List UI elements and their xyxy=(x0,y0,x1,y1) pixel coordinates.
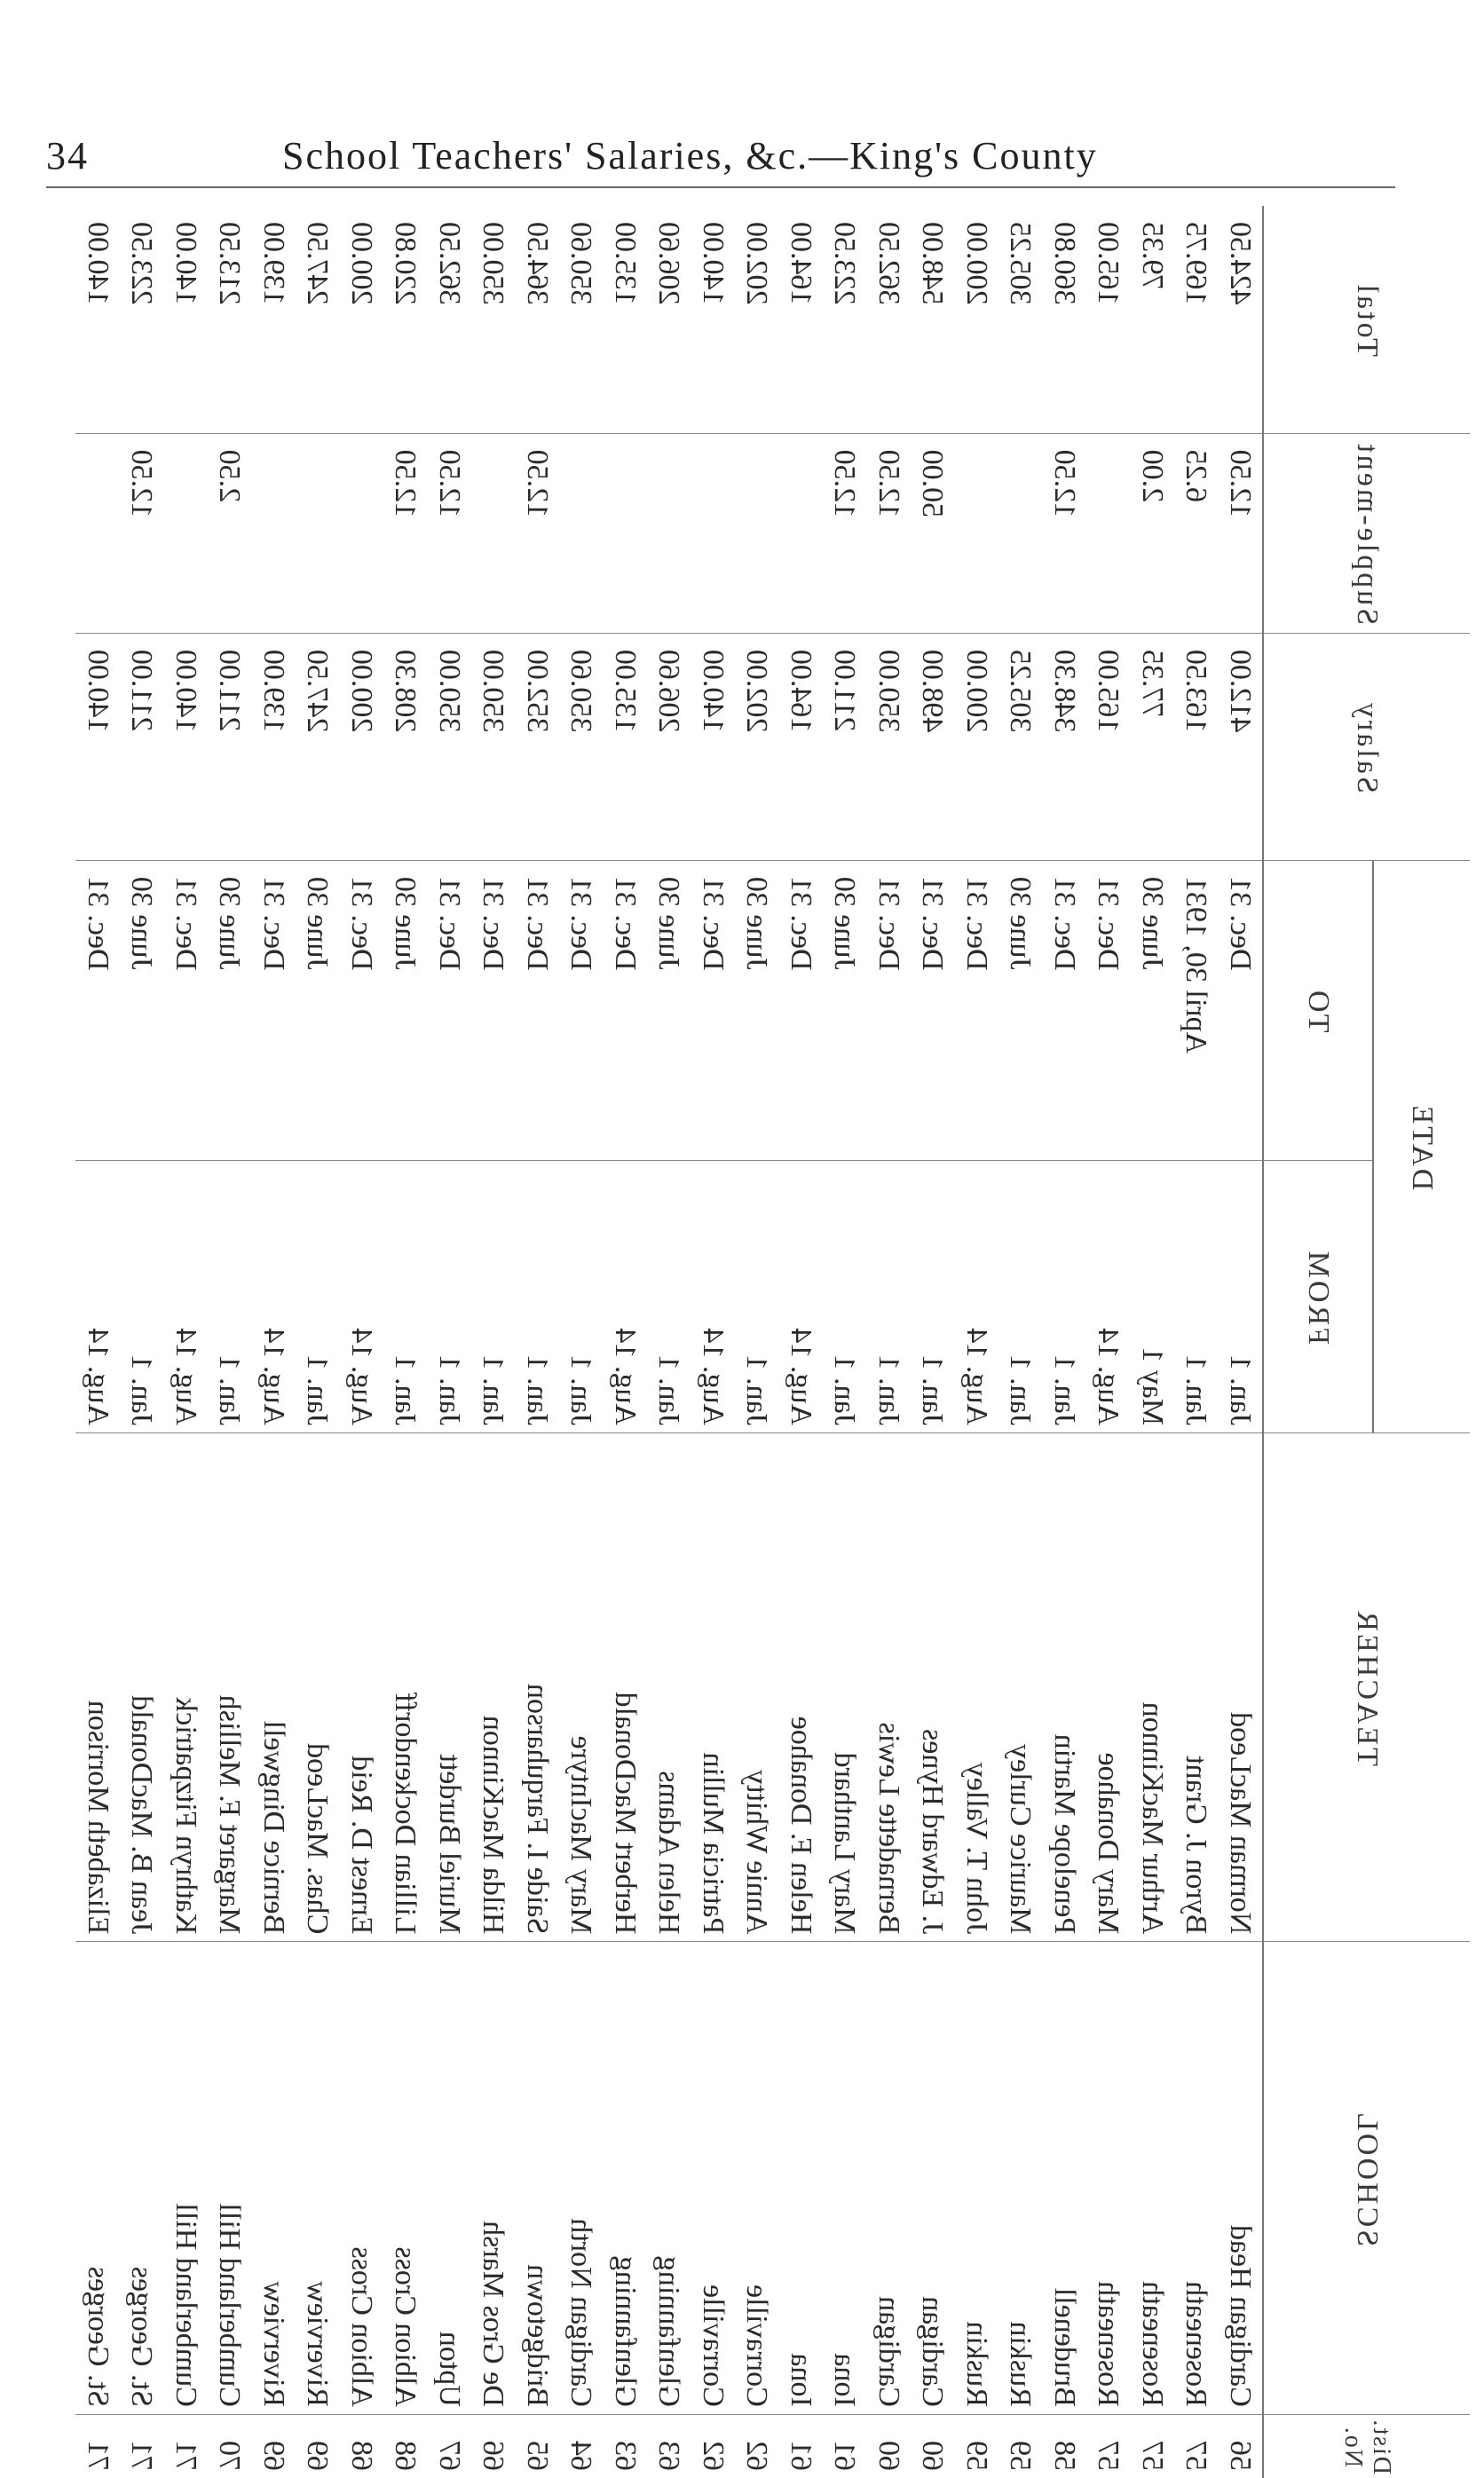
cell-dist: 68 xyxy=(383,2414,428,2478)
cell-dist: 59 xyxy=(999,2414,1043,2478)
cell-teacher: Maurice Curley xyxy=(999,1432,1043,1941)
cell-from: Jan. 1 xyxy=(823,1160,867,1432)
cell-school: Cardigan North xyxy=(559,1942,604,2414)
table-row xyxy=(823,206,867,2478)
cell-to: Dec. 31 xyxy=(779,860,824,1160)
cell-from: Jan. 1 xyxy=(867,1160,912,1432)
cell-teacher: Herbert MacDonald xyxy=(604,1432,648,1941)
cell-school: Riverview xyxy=(252,1942,296,2414)
cell-total: 424.50 xyxy=(1224,222,1257,305)
cell-from: Jan. 1 xyxy=(999,1160,1043,1432)
cell-supplement: 12.50 xyxy=(1043,433,1087,633)
cell-school: Corraville xyxy=(691,1942,736,2414)
cell-school: Ruskin xyxy=(955,1942,999,2414)
cell-from: Aug. 14 xyxy=(604,1160,648,1432)
cell-dist: 66 xyxy=(471,2414,516,2478)
column-header-salary: Salary xyxy=(1263,633,1470,860)
column-header-supplement: Supple-ment xyxy=(1263,433,1470,633)
table-inner xyxy=(82,206,1470,2478)
page-number: 34 xyxy=(46,134,89,178)
table-row xyxy=(1086,206,1131,2478)
cell-from: Jan. 1 xyxy=(428,1160,472,1432)
cell-dist: 71 xyxy=(164,2414,209,2478)
cell-from: Jan. 1 xyxy=(1043,1160,1087,1432)
cell-teacher: Lillian Dockendorff xyxy=(383,1432,428,1941)
cell-school: Albion Cross xyxy=(340,1942,384,2414)
cell-teacher: Muriel Burdett xyxy=(428,1432,472,1941)
cell-teacher: John T. Valley xyxy=(955,1432,999,1941)
cell-to: June 30 xyxy=(120,860,164,1160)
table-row xyxy=(1043,206,1087,2478)
cell-to: Dec. 31 xyxy=(867,860,912,1160)
column-header-teacher: TEACHER xyxy=(1263,1432,1470,1941)
cell-dist: 71 xyxy=(120,2414,164,2478)
cell-school: Brudenell xyxy=(1043,1942,1087,2414)
cell-dist: 57 xyxy=(1086,2414,1131,2478)
cell-total: 362.50 xyxy=(433,222,466,305)
cell-from: Jan. 1 xyxy=(296,1160,340,1432)
cell-salary: 247.50 xyxy=(296,633,340,860)
cell-teacher: Mary MacIntyre xyxy=(559,1432,604,1941)
cell-dist: 56 xyxy=(1219,2414,1264,2478)
cell-to: Dec. 31 xyxy=(691,860,736,1160)
cell-dist: 63 xyxy=(604,2414,648,2478)
cell-total: 140.00 xyxy=(170,222,202,305)
cell-salary: 163.50 xyxy=(1174,633,1219,860)
cell-from: Jan. 1 xyxy=(735,1160,779,1432)
cell-salary: 135.00 xyxy=(604,633,648,860)
cell-salary: 350.00 xyxy=(428,633,472,860)
cell-to: Dec. 31 xyxy=(604,860,648,1160)
cell-to: June 30 xyxy=(647,860,691,1160)
cell-teacher: Annie Whitty xyxy=(735,1432,779,1941)
cell-supplement xyxy=(647,433,691,633)
table-row xyxy=(604,206,648,2478)
cell-to: June 30 xyxy=(735,860,779,1160)
cell-from: Aug. 14 xyxy=(340,1160,384,1432)
table-body xyxy=(76,206,1264,2478)
cell-dist: 65 xyxy=(516,2414,560,2478)
cell-teacher: Bernice Dingwell xyxy=(252,1432,296,1941)
table-row xyxy=(779,206,824,2478)
cell-salary: 139.00 xyxy=(252,633,296,860)
cell-school: Upton xyxy=(428,1942,472,2414)
cell-from: Aug. 14 xyxy=(164,1160,209,1432)
table-row xyxy=(296,206,340,2478)
cell-supplement xyxy=(604,433,648,633)
cell-teacher: Kathryn Fitzpatrick xyxy=(164,1432,209,1941)
cell-dist: 67 xyxy=(428,2414,472,2478)
cell-teacher: Mary Donahoe xyxy=(1086,1432,1131,1941)
cell-dist: 64 xyxy=(559,2414,604,2478)
cell-total: 247.50 xyxy=(301,222,335,305)
table-row xyxy=(867,206,912,2478)
cell-total: 140.00 xyxy=(697,222,730,305)
cell-supplement: 12.50 xyxy=(120,433,164,633)
table-row xyxy=(471,206,516,2478)
cell-total: 169.75 xyxy=(1180,222,1213,305)
cell-total: 213.50 xyxy=(213,222,247,305)
cell-supplement xyxy=(340,433,384,633)
cell-dist: 62 xyxy=(735,2414,779,2478)
cell-teacher: Norman MacLeod xyxy=(1219,1432,1264,1941)
cell-salary: 352.00 xyxy=(516,633,560,860)
cell-school: St. Georges xyxy=(120,1942,164,2414)
cell-salary: 211.00 xyxy=(120,633,164,860)
cell-from: Aug. 14 xyxy=(1086,1160,1131,1432)
cell-to: April 30, 1931 xyxy=(1174,860,1219,1160)
cell-from: Aug. 14 xyxy=(252,1160,296,1432)
cell-school: Corraville xyxy=(735,1942,779,2414)
cell-from: Aug. 14 xyxy=(779,1160,824,1432)
table-row xyxy=(1219,206,1264,2478)
cell-school: Iona xyxy=(823,1942,867,2414)
cell-total: 164.00 xyxy=(785,222,817,305)
cell-from: Aug. 14 xyxy=(955,1160,999,1432)
cell-total: 202.00 xyxy=(740,222,774,305)
cell-to: Dec. 31 xyxy=(340,860,384,1160)
cell-dist: 61 xyxy=(823,2414,867,2478)
cell-salary: 348.30 xyxy=(1043,633,1087,860)
table-row xyxy=(1131,206,1175,2478)
cell-school: Cardigan xyxy=(911,1942,955,2414)
cell-dist: 60 xyxy=(867,2414,912,2478)
cell-supplement xyxy=(735,433,779,633)
cell-salary: 200.00 xyxy=(340,633,384,860)
cell-from: Aug. 14 xyxy=(76,1160,121,1432)
cell-school: St. Georges xyxy=(76,1942,121,2414)
cell-teacher: Penelope Martin xyxy=(1043,1432,1087,1941)
cell-salary: 202.00 xyxy=(735,633,779,860)
cell-school: Iona xyxy=(779,1942,824,2414)
cell-salary: 206.60 xyxy=(647,633,691,860)
cell-total: 360.80 xyxy=(1048,222,1081,305)
cell-supplement: 6.25 xyxy=(1174,433,1219,633)
cell-teacher: Mary Lanthard xyxy=(823,1432,867,1941)
cell-dist: 70 xyxy=(208,2414,252,2478)
cell-salary: 350.00 xyxy=(471,633,516,860)
cell-total: 350.60 xyxy=(564,222,598,305)
cell-salary: 412.00 xyxy=(1219,633,1264,860)
table-row xyxy=(208,206,252,2478)
cell-school: Ruskin xyxy=(999,1942,1043,2414)
cell-to: June 30 xyxy=(296,860,340,1160)
cell-school: De Gros Marsh xyxy=(471,1942,516,2414)
cell-total: 548.00 xyxy=(916,222,950,305)
cell-salary: 140.00 xyxy=(76,633,121,860)
cell-dist: 63 xyxy=(647,2414,691,2478)
cell-school: Cumberland Hill xyxy=(164,1942,209,2414)
table-row xyxy=(428,206,472,2478)
cell-dist: 60 xyxy=(911,2414,955,2478)
cell-school: Albion Cross xyxy=(383,1942,428,2414)
cell-supplement: 50.00 xyxy=(911,433,955,633)
cell-school: Roseneath xyxy=(1086,1942,1131,2414)
cell-total: 165.00 xyxy=(1092,222,1125,305)
cell-supplement xyxy=(471,433,516,633)
cell-total: 200.00 xyxy=(345,222,378,305)
cell-to: Dec. 31 xyxy=(559,860,604,1160)
cell-teacher: Bernadette Lewis xyxy=(867,1432,912,1941)
cell-dist: 58 xyxy=(1043,2414,1087,2478)
cell-from: Jan. 1 xyxy=(1174,1160,1219,1432)
cell-to: June 30 xyxy=(999,860,1043,1160)
table-row xyxy=(559,206,604,2478)
cell-salary: 165.00 xyxy=(1086,633,1131,860)
cell-school: Roseneath xyxy=(1174,1942,1219,2414)
cell-total: 362.50 xyxy=(872,222,905,305)
cell-school: Roseneath xyxy=(1131,1942,1175,2414)
table-row xyxy=(252,206,296,2478)
cell-dist: 69 xyxy=(296,2414,340,2478)
cell-salary: 140.00 xyxy=(164,633,209,860)
table-row xyxy=(120,206,164,2478)
cell-supplement: 12.50 xyxy=(516,433,560,633)
cell-dist: 59 xyxy=(955,2414,999,2478)
cell-teacher: Margaret F. Mellish xyxy=(208,1432,252,1941)
cell-teacher: Elizabeth Morrison xyxy=(76,1432,121,1941)
table-row xyxy=(340,206,384,2478)
cell-supplement: 12.50 xyxy=(1219,433,1264,633)
cell-teacher: Saide I. Farquharson xyxy=(516,1432,560,1941)
table-row xyxy=(383,206,428,2478)
cell-dist: 69 xyxy=(252,2414,296,2478)
cell-total: 364.50 xyxy=(521,222,554,305)
cell-from: Jan. 1 xyxy=(120,1160,164,1432)
cell-from: Jan. 1 xyxy=(471,1160,516,1432)
cell-to: Dec. 31 xyxy=(1219,860,1264,1160)
cell-total: 140.00 xyxy=(82,222,114,305)
cell-school: Cumberland Hill xyxy=(208,1942,252,2414)
cell-teacher: Patricia Mullin xyxy=(691,1432,736,1941)
table-row xyxy=(911,206,955,2478)
cell-salary: 498.00 xyxy=(911,633,955,860)
cell-school: Glenfanning xyxy=(604,1942,648,2414)
cell-total: 350.00 xyxy=(477,222,510,305)
cell-from: May 1 xyxy=(1131,1160,1175,1432)
cell-supplement: 12.50 xyxy=(383,433,428,633)
rotated-table-container xyxy=(82,206,1470,2478)
column-header-from: FROM xyxy=(1263,1160,1373,1432)
table-row xyxy=(164,206,209,2478)
cell-dist: 68 xyxy=(340,2414,384,2478)
cell-total: 305.25 xyxy=(1004,222,1038,305)
cell-salary: 211.00 xyxy=(208,633,252,860)
table-row xyxy=(735,206,779,2478)
cell-from: Jan. 1 xyxy=(647,1160,691,1432)
cell-from: Jan. 1 xyxy=(383,1160,428,1432)
cell-from: Jan. 1 xyxy=(208,1160,252,1432)
cell-supplement xyxy=(999,433,1043,633)
cell-teacher: J. Edward Hynes xyxy=(911,1432,955,1941)
header-rule xyxy=(46,186,1395,188)
cell-total: 223.50 xyxy=(828,222,862,305)
column-header-date: DATE xyxy=(1373,860,1470,1432)
cell-supplement: 12.50 xyxy=(867,433,912,633)
cell-total: 135.00 xyxy=(609,222,642,305)
cell-teacher: Arthur MacKinnon xyxy=(1131,1432,1175,1941)
cell-supplement: 2.50 xyxy=(208,433,252,633)
cell-supplement xyxy=(164,433,209,633)
cell-supplement xyxy=(691,433,736,633)
column-header-total: Total xyxy=(1263,206,1470,433)
cell-from: Jan. 1 xyxy=(911,1160,955,1432)
cell-school: Bridgetown xyxy=(516,1942,560,2414)
cell-to: June 30 xyxy=(383,860,428,1160)
table-row xyxy=(999,206,1043,2478)
cell-supplement xyxy=(779,433,824,633)
column-header-to: TO xyxy=(1263,860,1373,1160)
cell-total: 200.00 xyxy=(960,222,993,305)
cell-supplement xyxy=(559,433,604,633)
cell-school: Cardigan Head xyxy=(1219,1942,1264,2414)
cell-salary: 77.35 xyxy=(1131,633,1175,860)
cell-from: Aug. 14 xyxy=(691,1160,736,1432)
cell-teacher: Hilda MacKinnon xyxy=(471,1432,516,1941)
cell-to: Dec. 31 xyxy=(911,860,955,1160)
cell-to: June 30 xyxy=(1131,860,1175,1160)
cell-supplement: 2.00 xyxy=(1131,433,1175,633)
cell-to: Dec. 31 xyxy=(1086,860,1131,1160)
page-header xyxy=(46,133,1395,186)
cell-salary: 200.00 xyxy=(955,633,999,860)
cell-supplement xyxy=(252,433,296,633)
table-row xyxy=(955,206,999,2478)
cell-teacher: Helen Adams xyxy=(647,1432,691,1941)
cell-to: Dec. 31 xyxy=(428,860,472,1160)
cell-total: 220.80 xyxy=(389,222,422,305)
cell-salary: 350.00 xyxy=(867,633,912,860)
cell-to: Dec. 31 xyxy=(76,860,121,1160)
cell-dist: 71 xyxy=(76,2414,121,2478)
cell-teacher: Chas. MacLeod xyxy=(296,1432,340,1941)
cell-to: Dec. 31 xyxy=(252,860,296,1160)
cell-total: 223.50 xyxy=(125,222,159,305)
cell-to: Dec. 31 xyxy=(1043,860,1087,1160)
cell-salary: 211.00 xyxy=(823,633,867,860)
page-title: School Teachers' Salaries, &c.—King's County xyxy=(282,134,1098,178)
cell-teacher: Ernest D. Reid xyxy=(340,1432,384,1941)
cell-to: Dec. 31 xyxy=(955,860,999,1160)
cell-supplement xyxy=(1086,433,1131,633)
cell-dist: 61 xyxy=(779,2414,824,2478)
cell-salary: 140.00 xyxy=(691,633,736,860)
cell-dist: 62 xyxy=(691,2414,736,2478)
cell-to: June 30 xyxy=(823,860,867,1160)
cell-dist: 57 xyxy=(1131,2414,1175,2478)
cell-to: June 30 xyxy=(208,860,252,1160)
table-row xyxy=(647,206,691,2478)
cell-total: 206.60 xyxy=(652,222,686,305)
cell-supplement: 12.50 xyxy=(823,433,867,633)
cell-supplement xyxy=(296,433,340,633)
cell-to: Dec. 31 xyxy=(516,860,560,1160)
column-header-dist: Dist. No. xyxy=(1263,2414,1470,2478)
cell-supplement xyxy=(955,433,999,633)
cell-total: 79.35 xyxy=(1136,222,1169,290)
cell-to: Dec. 31 xyxy=(471,860,516,1160)
cell-total: 139.00 xyxy=(257,222,290,305)
cell-salary: 208.30 xyxy=(383,633,428,860)
cell-school: Glenfanning xyxy=(647,1942,691,2414)
cell-from: Jan. 1 xyxy=(559,1160,604,1432)
cell-salary: 350.60 xyxy=(559,633,604,860)
cell-supplement xyxy=(76,433,121,633)
cell-teacher: Jean B. MacDonald xyxy=(120,1432,164,1941)
cell-school: Riverview xyxy=(296,1942,340,2414)
table-row xyxy=(516,206,560,2478)
cell-teacher: Byron J. Grant xyxy=(1174,1432,1219,1941)
column-header-school: SCHOOL xyxy=(1263,1942,1470,2414)
cell-salary: 305.25 xyxy=(999,633,1043,860)
cell-from: Jan. 1 xyxy=(1219,1160,1264,1432)
cell-from: Jan. 1 xyxy=(516,1160,560,1432)
cell-salary: 164.00 xyxy=(779,633,824,860)
cell-dist: 57 xyxy=(1174,2414,1219,2478)
salary-table xyxy=(76,206,1471,2478)
table-row xyxy=(1174,206,1219,2478)
cell-teacher: Helen F. Donahoe xyxy=(779,1432,824,1941)
cell-to: Dec. 31 xyxy=(164,860,209,1160)
cell-school: Cardigan xyxy=(867,1942,912,2414)
cell-supplement: 12.50 xyxy=(428,433,472,633)
table-row xyxy=(691,206,736,2478)
table-row xyxy=(76,206,121,2478)
